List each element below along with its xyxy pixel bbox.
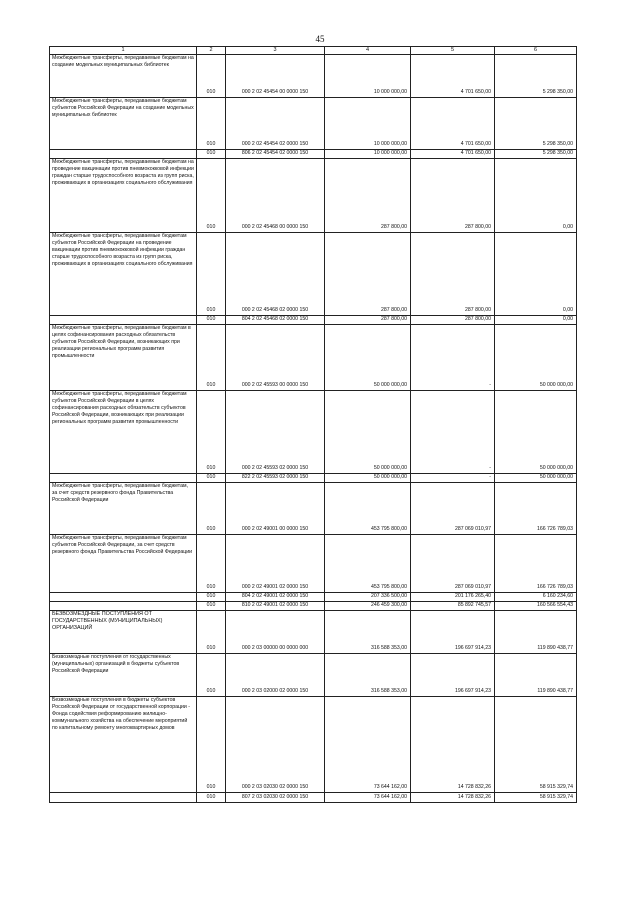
row-rest-cell: 50 000 000,00: [495, 474, 577, 483]
row-admin-cell: 010: [197, 697, 226, 793]
row-done-cell: 14 728 832,26: [411, 697, 495, 793]
row-name-cell: Межбюджетные трансферты, передаваемые бюджетам субъектов Российской Федерации на создание модельных муниципальных библиотек: [50, 98, 197, 150]
row-admin-cell: 010: [197, 793, 226, 803]
row-admin-cell: 010: [197, 98, 226, 150]
row-rest-cell: 0,00: [495, 316, 577, 325]
table-body: [50, 55, 577, 803]
row-code-cell: 000 2 03 02000 02 0000 150: [226, 654, 325, 697]
row-code-cell: 806 2 02 45454 02 0000 150: [226, 150, 325, 159]
row-plan-cell: 316 588 353,00: [325, 611, 411, 654]
row-code-cell: 000 2 02 45468 02 0000 150: [226, 233, 325, 316]
row-code-cell: 000 2 02 49001 02 0000 150: [226, 535, 325, 593]
row-done-cell: -: [411, 391, 495, 474]
row-code-cell: 000 2 02 45593 00 0000 150: [226, 325, 325, 391]
table-row: [50, 654, 577, 697]
row-code-cell: 000 2 03 00000 00 0000 000: [226, 611, 325, 654]
row-plan-cell: 316 588 353,00: [325, 654, 411, 697]
row-name-cell: [50, 150, 197, 159]
page-number: 45: [315, 34, 325, 44]
row-plan-cell: 287 800,00: [325, 316, 411, 325]
row-done-cell: -: [411, 325, 495, 391]
row-plan-cell: 10 000 000,00: [325, 55, 411, 98]
row-name-cell: Безвозмездные поступления от государственных (муниципальных) организаций в бюджеты субъектов Российской Федерации: [50, 654, 197, 697]
row-done-cell: 4 701 650,00: [411, 98, 495, 150]
row-code-cell: 804 2 02 45468 02 0000 150: [226, 316, 325, 325]
row-done-cell: 14 728 832,26: [411, 793, 495, 803]
row-admin-cell: 010: [197, 483, 226, 535]
row-rest-cell: 6 160 234,60: [495, 593, 577, 602]
header-row: [50, 47, 577, 55]
table-row: [50, 325, 577, 391]
row-plan-cell: 287 800,00: [325, 159, 411, 233]
row-admin-cell: 010: [197, 535, 226, 593]
row-name-cell: [50, 593, 197, 602]
row-rest-cell: 5 298 350,00: [495, 55, 577, 98]
row-name-cell: Межбюджетные трансферты, передаваемые бюджетам на проведение вакцинации против пневмококковой инфекции граждан старше трудоспособного возраста из групп риска, проживающих в организациях социального обслуживания: [50, 159, 197, 233]
row-rest-cell: 50 000 000,00: [495, 391, 577, 474]
table-row: [50, 150, 577, 159]
row-plan-cell: 453 795 800,00: [325, 483, 411, 535]
table-row: [50, 593, 577, 602]
table-row: [50, 793, 577, 803]
row-rest-cell: 5 298 350,00: [495, 98, 577, 150]
row-done-cell: 287 800,00: [411, 159, 495, 233]
row-rest-cell: 166 726 789,03: [495, 483, 577, 535]
row-admin-cell: 010: [197, 391, 226, 474]
row-done-cell: 4 701 650,00: [411, 55, 495, 98]
row-plan-cell: 453 795 800,00: [325, 535, 411, 593]
row-code-cell: 810 2 02 49001 02 0000 150: [226, 602, 325, 611]
row-admin-cell: 010: [197, 55, 226, 98]
row-rest-cell: 58 915 329,74: [495, 793, 577, 803]
row-name-cell: Безвозмездные поступления в бюджеты субъектов Российской Федерации от государственной корпорации - Фонда содействия реформированию жилищно-коммунального хозяйства на обеспечение мероприятий по капитальному ремонту многоквартирных домов: [50, 697, 197, 793]
row-admin-cell: 010: [197, 602, 226, 611]
header-cell: 6: [495, 47, 577, 55]
row-admin-cell: 010: [197, 233, 226, 316]
row-code-cell: 000 2 02 45454 02 0000 150: [226, 98, 325, 150]
row-rest-cell: 58 915 329,74: [495, 697, 577, 793]
row-admin-cell: 010: [197, 316, 226, 325]
row-code-cell: 000 2 02 45468 00 0000 150: [226, 159, 325, 233]
row-done-cell: -: [411, 474, 495, 483]
row-done-cell: 287 800,00: [411, 316, 495, 325]
header-cell: 4: [325, 47, 411, 55]
row-code-cell: 000 2 02 45593 02 0000 150: [226, 391, 325, 474]
row-code-cell: 000 2 02 45454 00 0000 150: [226, 55, 325, 98]
table-row: [50, 697, 577, 793]
row-plan-cell: 73 644 162,00: [325, 793, 411, 803]
table-row: [50, 611, 577, 654]
row-done-cell: 196 697 914,23: [411, 611, 495, 654]
header-cell: 5: [411, 47, 495, 55]
row-name-cell: Межбюджетные трансферты, передаваемые бюджетам субъектов Российской Федерации на проведение вакцинации против пневмококковой инфекции граждан старше трудоспособного возраста из групп риска, проживающих в организациях социального обслуживания: [50, 233, 197, 316]
table-row: [50, 98, 577, 150]
row-admin-cell: 010: [197, 593, 226, 602]
row-name-cell: Межбюджетные трансферты, передаваемые бюджетам субъектов Российской Федерации, за счет средств резервного фонда Правительства Российской Федерации: [50, 535, 197, 593]
row-rest-cell: 5 298 350,00: [495, 150, 577, 159]
row-done-cell: 85 892 745,57: [411, 602, 495, 611]
budget-table: [49, 46, 577, 803]
row-admin-cell: 010: [197, 325, 226, 391]
row-admin-cell: 010: [197, 474, 226, 483]
header-cell: 1: [50, 47, 197, 55]
row-plan-cell: 10 000 000,00: [325, 150, 411, 159]
row-name-cell: Межбюджетные трансферты, передаваемые бюджетам на создание модельных муниципальных библиотек: [50, 55, 197, 98]
row-plan-cell: 50 000 000,00: [325, 325, 411, 391]
row-done-cell: 196 697 914,23: [411, 654, 495, 697]
header-cell: 3: [226, 47, 325, 55]
row-rest-cell: 0,00: [495, 159, 577, 233]
row-plan-cell: 10 000 000,00: [325, 98, 411, 150]
header-cell: 2: [197, 47, 226, 55]
row-code-cell: 804 2 02 49001 02 0000 150: [226, 593, 325, 602]
table-row: [50, 233, 577, 316]
row-plan-cell: 73 644 162,00: [325, 697, 411, 793]
row-plan-cell: 50 000 000,00: [325, 474, 411, 483]
row-name-cell: [50, 316, 197, 325]
row-code-cell: 822 2 02 45593 02 0000 150: [226, 474, 325, 483]
row-rest-cell: 160 566 554,43: [495, 602, 577, 611]
row-rest-cell: 50 000 000,00: [495, 325, 577, 391]
row-admin-cell: 010: [197, 159, 226, 233]
row-code-cell: 807 2 03 02030 02 0000 150: [226, 793, 325, 803]
row-done-cell: 287 800,00: [411, 233, 495, 316]
row-name-cell: БЕЗВОЗМЕЗДНЫЕ ПОСТУПЛЕНИЯ ОТ ГОСУДАРСТВЕННЫХ (МУНИЦИПАЛЬНЫХ) ОРГАНИЗАЦИЙ: [50, 611, 197, 654]
row-name-cell: [50, 793, 197, 803]
table-row: [50, 159, 577, 233]
row-name-cell: Межбюджетные трансферты, передаваемые бюджетам в целях софинансирования расходных обязательств субъектов Российской Федерации, возникающих при реализации региональных программ развития промышленности: [50, 325, 197, 391]
table-row: [50, 474, 577, 483]
row-admin-cell: 010: [197, 150, 226, 159]
table-row: [50, 483, 577, 535]
row-rest-cell: 119 890 438,77: [495, 654, 577, 697]
row-rest-cell: 166 726 789,03: [495, 535, 577, 593]
table-row: [50, 55, 577, 98]
row-admin-cell: 010: [197, 611, 226, 654]
row-done-cell: 4 701 650,00: [411, 150, 495, 159]
row-name-cell: Межбюджетные трансферты, передаваемые бюджетам субъектов Российской Федерации в целях софинансирования расходных обязательств субъектов Российской Федерации, возникающих при реализации региональных программ развития промышленности: [50, 391, 197, 474]
row-done-cell: 287 069 010,97: [411, 483, 495, 535]
table-row: [50, 535, 577, 593]
row-done-cell: 287 069 010,97: [411, 535, 495, 593]
row-name-cell: [50, 474, 197, 483]
row-admin-cell: 010: [197, 654, 226, 697]
table-row: [50, 316, 577, 325]
table-row: [50, 602, 577, 611]
row-plan-cell: 207 336 500,00: [325, 593, 411, 602]
table-row: [50, 391, 577, 474]
row-rest-cell: 0,00: [495, 233, 577, 316]
row-code-cell: 000 2 02 49001 00 0000 150: [226, 483, 325, 535]
row-done-cell: 201 176 265,40: [411, 593, 495, 602]
row-name-cell: Межбюджетные трансферты, передаваемые бюджетам, за счет средств резервного фонда Правительства Российской Федерации: [50, 483, 197, 535]
row-plan-cell: 287 800,00: [325, 233, 411, 316]
row-plan-cell: 50 000 000,00: [325, 391, 411, 474]
row-code-cell: 000 2 03 02030 02 0000 150: [226, 697, 325, 793]
row-rest-cell: 119 890 438,77: [495, 611, 577, 654]
row-name-cell: [50, 602, 197, 611]
row-plan-cell: 246 459 300,00: [325, 602, 411, 611]
